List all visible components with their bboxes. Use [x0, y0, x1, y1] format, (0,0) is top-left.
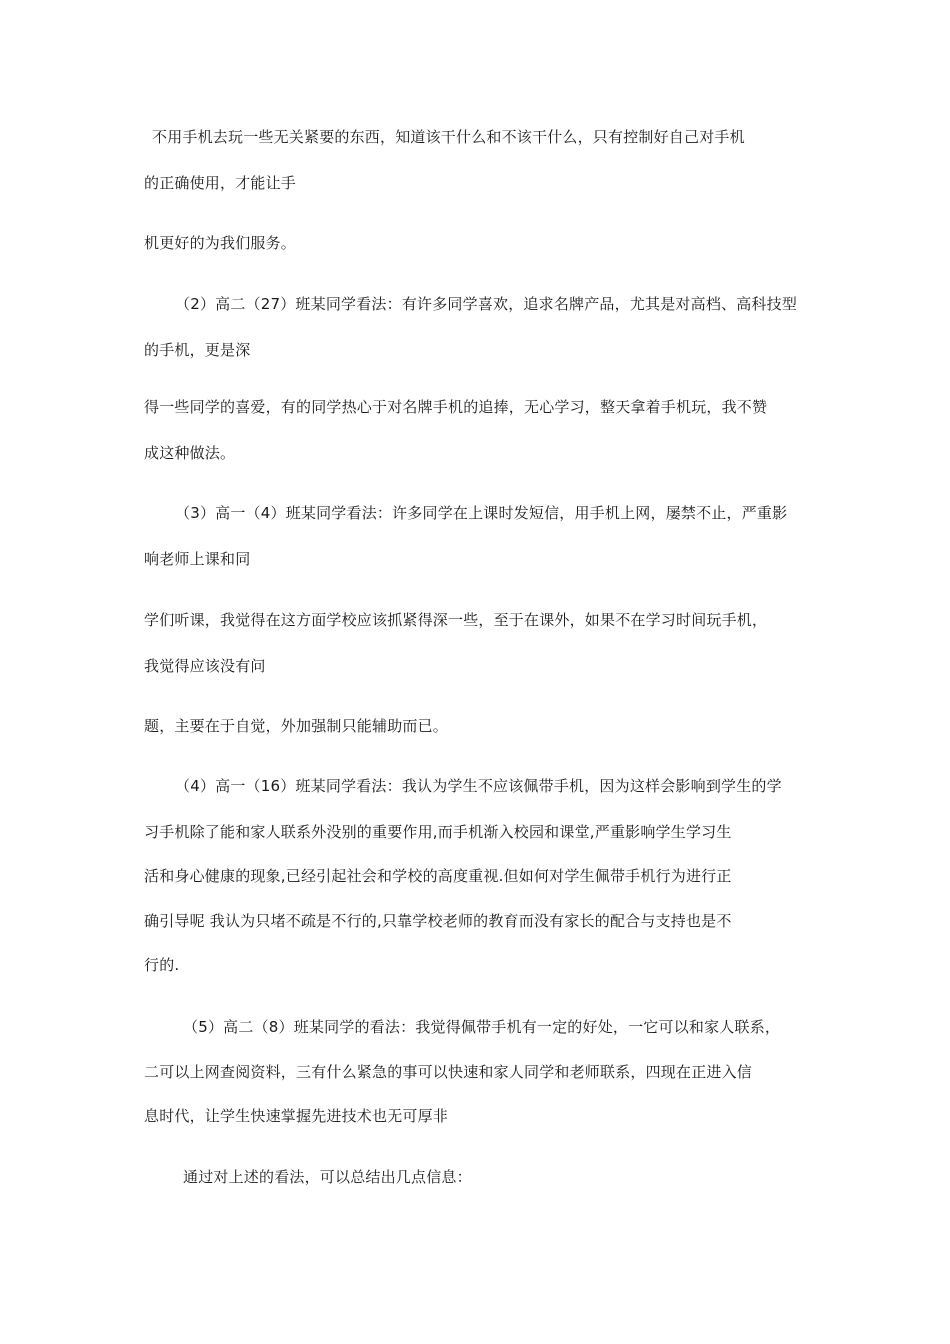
paragraph-3-line-4: 我觉得应该没有问	[144, 657, 266, 675]
paragraph-1-line-3: 机更好的为我们服务。	[144, 234, 297, 252]
summary-line: 通过对上述的看法，可以总结出几点信息：	[183, 1168, 472, 1186]
paragraph-1-line-1: 不用手机去玩一些无关紧要的东西，知道该干什么和不该干什么，只有控制好自己对手机	[152, 128, 745, 146]
paragraph-4-line-1: （4）高一（16）班某同学看法：我认为学生不应该佩带手机，因为这样会影响到学生的学	[175, 777, 782, 795]
paragraph-2-line-4: 成这种做法。	[144, 444, 236, 462]
paragraph-5-line-3: 息时代，让学生快速掌握先进技术也无可厚非	[144, 1107, 449, 1125]
paragraph-1-line-2: 的正确使用，才能让手	[144, 174, 297, 192]
paragraph-4-line-4: 确引导呢 我认为只堵不疏是不行的,只靠学校老师的教育而没有家长的配合与支持也是不	[144, 912, 732, 930]
paragraph-5-line-2: 二可以上网查阅资料，三有什么紧急的事可以快速和家人同学和老师联系，四现在正进入信	[144, 1063, 753, 1081]
paragraph-3-line-1: （3）高一（4）班某同学看法：许多同学在上课时发短信，用手机上网，屡禁不止，严重影	[175, 504, 788, 522]
paragraph-3-line-3: 学们听课，我觉得在这方面学校应该抓紧得深一些，至于在课外，如果不在学习时间玩手机，	[144, 611, 768, 629]
paragraph-4-line-3: 活和身心健康的现象,已经引起社会和学校的高度重视.但如何对学生佩带手机行为进行正	[144, 867, 732, 885]
paragraph-3-line-5: 题，主要在于自觉，外加强制只能辅助而已。	[144, 717, 449, 735]
paragraph-2-line-2: 的手机，更是深	[144, 341, 251, 359]
paragraph-2-line-1: （2）高二（27）班某同学看法：有许多同学喜欢，追求名牌产品，尤其是对高档、高科技型	[175, 295, 798, 313]
paragraph-4-line-2: 习手机除了能和家人联系外没别的重要作用,而手机渐入校园和课堂,严重影响学生学习生	[144, 823, 732, 841]
paragraph-4-line-5: 行的.	[144, 956, 180, 974]
paragraph-3-line-2: 响老师上课和同	[144, 550, 251, 568]
paragraph-5-line-1: （5）高二（8）班某同学的看法：我觉得佩带手机有一定的好处，一它可以和家人联系，	[183, 1018, 781, 1036]
paragraph-2-line-3: 得一些同学的喜爱，有的同学热心于对名牌手机的追捧，无心学习，整天拿着手机玩，我不赞	[144, 398, 768, 416]
